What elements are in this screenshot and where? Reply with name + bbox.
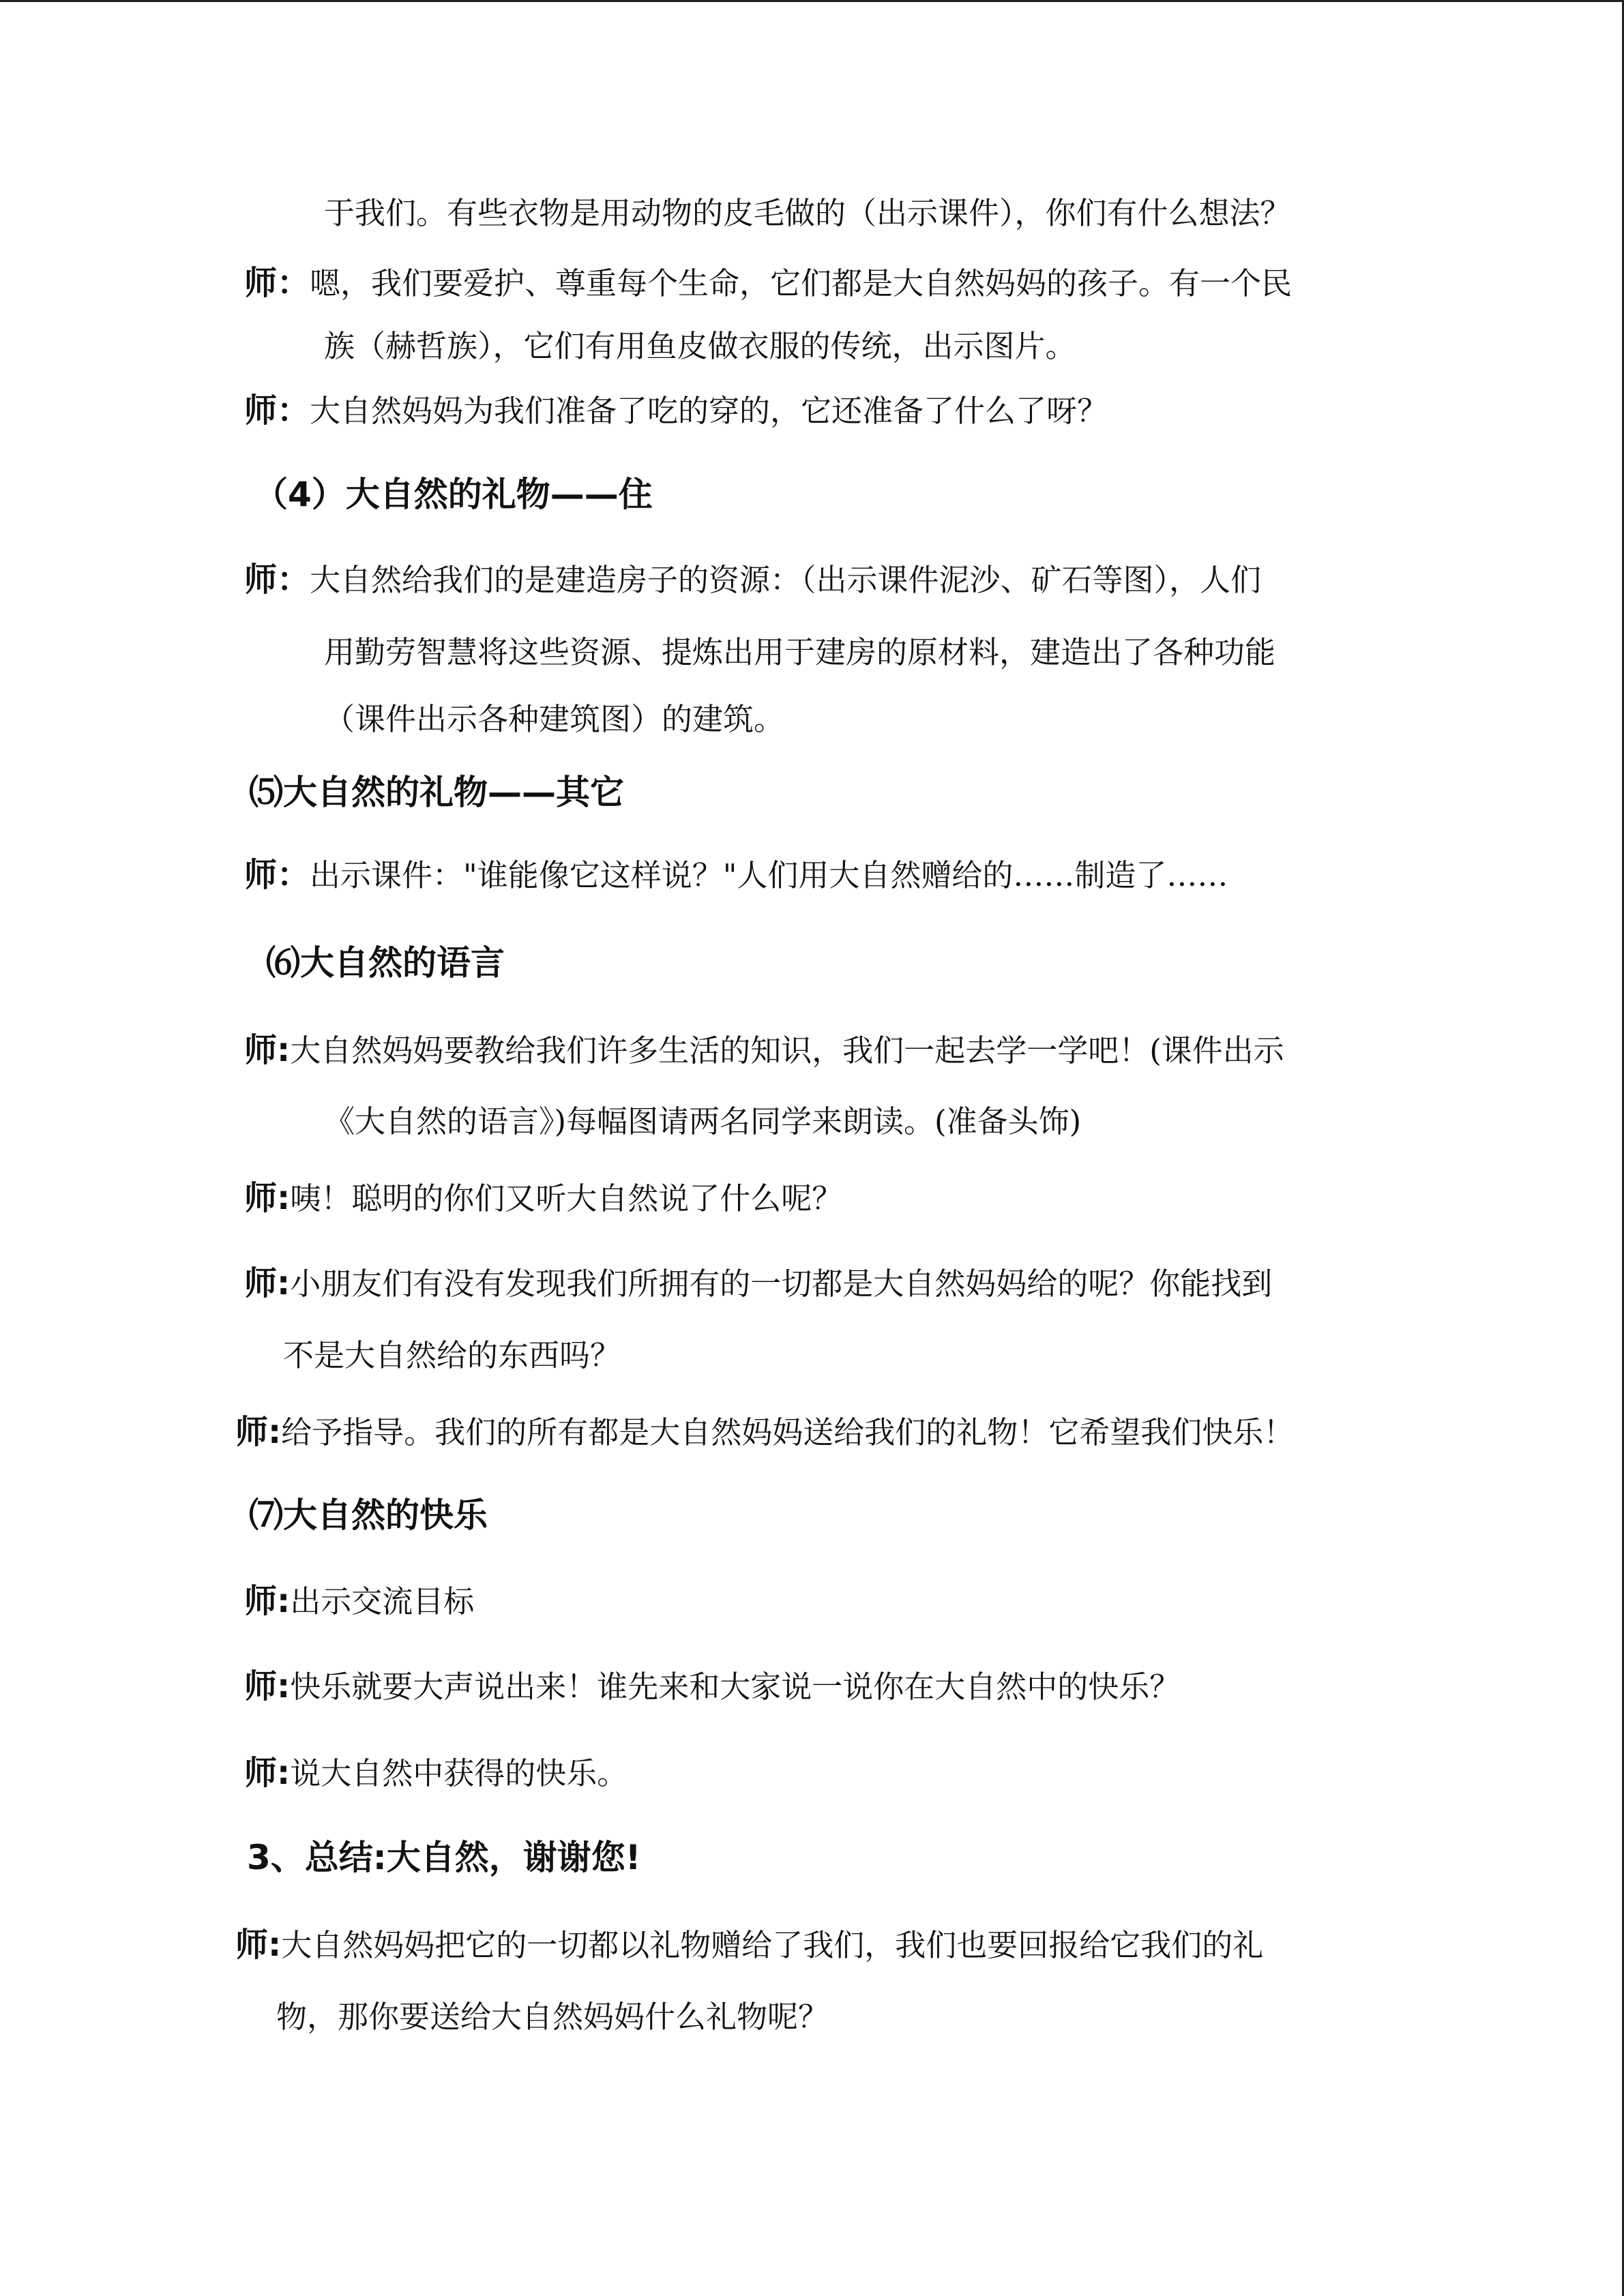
speaker-label: 师 — [244, 856, 278, 894]
teacher-line: 师：嗯，我们要爱护、尊重每个生命，它们都是大自然妈妈的孩子。有一个民 — [244, 264, 1293, 302]
speaker-label: 师 — [244, 1667, 278, 1705]
teacher-line: 师：出示课件："谁能像它这样说？"人们用大自然赠给的……制造了…… — [244, 856, 1228, 894]
section-heading: ⑺大自然的快乐 — [249, 1495, 488, 1535]
teacher-line: 师:说大自然中获得的快乐。 — [244, 1754, 628, 1792]
teacher-line: 师:咦！聪明的你们又听大自然说了什么呢？ — [244, 1179, 843, 1217]
teacher-line: 师:快乐就要大声说出来！谁先来和大家说一说你在大自然中的快乐？ — [244, 1667, 1181, 1705]
speaker-label: 师 — [244, 391, 278, 430]
text-line: 《大自然的语言》)每幅图请两名同学来朗读。(准备头饰) — [324, 1103, 1082, 1139]
section-heading: ⑸大自然的礼物——其它 — [249, 773, 624, 812]
page-border-top — [0, 0, 1624, 2]
speaker-label: 师 — [244, 1179, 278, 1217]
teacher-line: 师：大自然妈妈为我们准备了吃的穿的，它还准备了什么了呀？ — [244, 391, 1108, 430]
speaker-label: 师 — [244, 1031, 278, 1069]
speaker-label: 师 — [244, 1582, 278, 1620]
teacher-line: 师:大自然妈妈要教给我们许多生活的知识，我们一起去学一学吧！(课件出示 — [244, 1031, 1284, 1069]
speaker-label: 师 — [244, 1264, 278, 1302]
section-heading: 3、总结:大自然，谢谢您! — [247, 1838, 641, 1877]
text-line: 用勤劳智慧将这些资源、提炼出用于建房的原材料，建造出了各种功能 — [324, 634, 1276, 670]
text-line: （课件出示各种建筑图）的建筑。 — [324, 701, 785, 737]
speaker-label: 师 — [235, 1926, 269, 1964]
section-heading: （4）大自然的礼物——住 — [254, 475, 653, 514]
speaker-label: 师 — [244, 264, 278, 302]
teacher-line: 师：大自然给我们的是建造房子的资源：（出示课件泥沙、矿石等图），人们 — [244, 561, 1262, 599]
teacher-line: 师:给予指导。我们的所有都是大自然妈妈送给我们的礼物！它希望我们快乐！ — [235, 1413, 1295, 1451]
teacher-line: 师:大自然妈妈把它的一切都以礼物赠给了我们，我们也要回报给它我们的礼 — [235, 1926, 1264, 1964]
teacher-line: 师:出示交流目标 — [244, 1582, 475, 1620]
section-heading: ⑹大自然的语言 — [266, 943, 505, 983]
teacher-line: 师:小朋友们有没有发现我们所拥有的一切都是大自然妈妈给的呢？你能找到 — [244, 1264, 1273, 1302]
text-line: 于我们。有些衣物是用动物的皮毛做的（出示课件），你们有什么想法？ — [324, 195, 1291, 231]
text-line: 不是大自然给的东西吗？ — [283, 1337, 621, 1373]
text-line: 物，那你要送给大自然妈妈什么礼物呢？ — [276, 1999, 829, 2035]
speaker-label: 师 — [244, 561, 278, 599]
text-line: 族（赫哲族），它们有用鱼皮做衣服的传统，出示图片。 — [324, 328, 1076, 364]
speaker-label: 师 — [244, 1754, 278, 1792]
speaker-label: 师 — [235, 1413, 269, 1451]
